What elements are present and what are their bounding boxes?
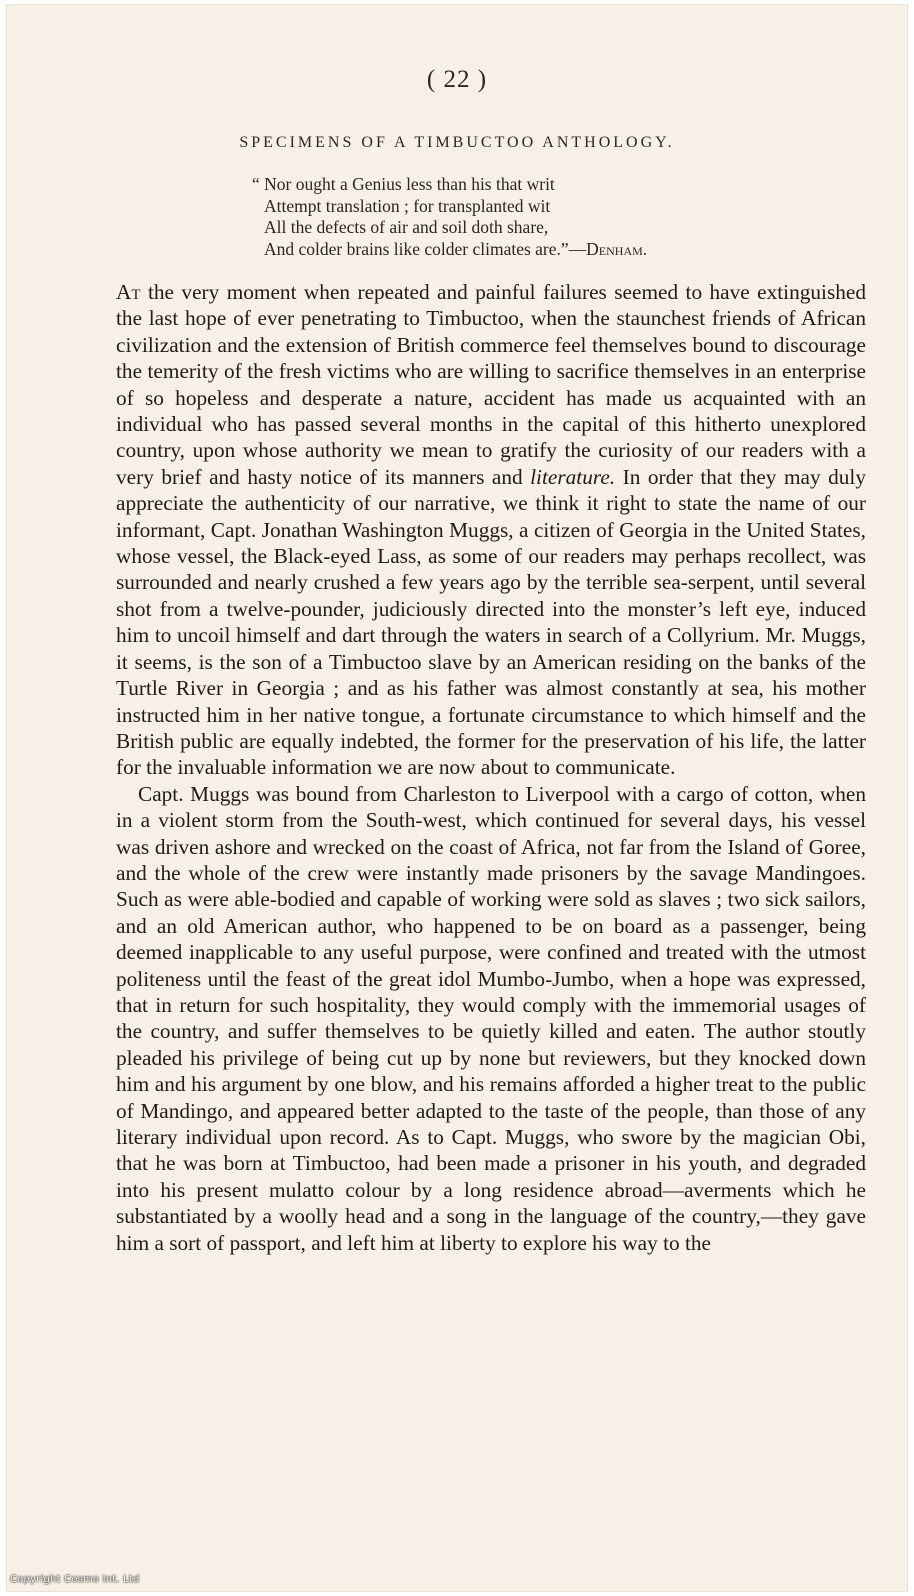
copyright-notice: Copyright Cosmo Int. Ltd [10, 1574, 140, 1585]
epigraph-line: “ Nor ought a Genius less than his that writ [252, 174, 555, 194]
epigraph-attribution: Denham. [586, 238, 648, 259]
article-title: SPECIMENS OF A TIMBUCTOO ANTHOLOGY. [239, 134, 675, 151]
paragraph-text: In order that they may duly appreciate the authenticity of our narrative, we think it right to state the name of our informant, Capt. Jonathan Washington Muggs, a citizen of Georgia in the United States, whose vessel, the Black-eyed Lass, as some of our readers may perhaps recollect, was surrounded and nearly crushed a few years ago by the terrible sea-serpent, until several shot from a twelve-pounder, judiciously directed into the monster’s left eye, induced him to uncoil himself and dart through the waters in search of a Collyrium. Mr. Muggs, it seems, is the son of a Timbuctoo slave by an American residing on the banks of the Turtle River in Georgia ; and as his father was almost constantly at sea, his mother instructed him in her native tongue, a fortunate circumstance to which himself and the British public are equally indebted, the former for the preservation of his life, the latter for the invaluable information we are now about to communicate. [116, 464, 866, 780]
paragraph [116, 279, 866, 781]
paragraph: Capt. Muggs was bound from Charleston to Liverpool with a cargo of cotton, when in a violent storm from the South-west, which continued for several days, his vessel was driven ashore and wrecked on the coast of Africa, not far from the Island of Goree, and the whole of the crew were instantly made prisoners by the savage Mandingoes. Such as were able-bodied and capable of working were sold as slaves ; two sick sailors, and an old American author, who happened to be on board as a passenger, being deemed inapplicable to any useful purpose, were confined and treated with the utmost politeness until the feast of the great idol Mumbo-Jumbo, when a hope was expressed, that in return for such hospitality, they would comply with the immemorial usages of the country, and suffer themselves to be quietly killed and eaten. The author stoutly pleaded his privilege of being cut up by none but reviewers, but they knocked down him and his argument by one blow, and his remains afforded a higher treat to the public of Mandingo, and appeared better adapted to the taste of the people, than those of any literary individual upon record. As to Capt. Muggs, who swore by the magician Obi, that he was born at Timbuctoo, had been made a prisoner in his youth, and degraded into his present mulatto colour by a long residence abroad—averments which he substantiated by a woolly head and a song in the language of the country,—they gave him a sort of passport, and left him at liberty to explore his way to the [116, 781, 866, 1255]
page-number: ( 22 ) [426, 66, 488, 93]
paragraph-lead: At [116, 280, 141, 304]
epigraph-line: All the defects of air and soil doth share, [264, 217, 549, 237]
epigraph-line-text: And colder brains like colder climates are.”— [264, 238, 587, 259]
article-body [116, 279, 866, 1256]
epigraph [252, 174, 812, 260]
paragraph-text: the very moment when repeated and painful failures seemed to have extinguished the last hope of ever penetrating to Timbuctoo, when the staunchest friends of African civilization and the extension of British commerce feel themselves bound to discourage the temerity of the fresh victims who are willing to sacrifice themselves in an enterprise of so hopeless and desperate a nature, accident has made us acquainted with an individual who has passed several months in the capital of this hitherto unexplored country, upon whose authority we mean to gratify the curiosity of our readers with a very brief and hasty notice of its manners and [116, 280, 866, 489]
italic-word: literature. [530, 464, 616, 489]
epigraph-line: Attempt translation ; for transplanted wit [264, 195, 551, 216]
epigraph-line [252, 239, 812, 261]
